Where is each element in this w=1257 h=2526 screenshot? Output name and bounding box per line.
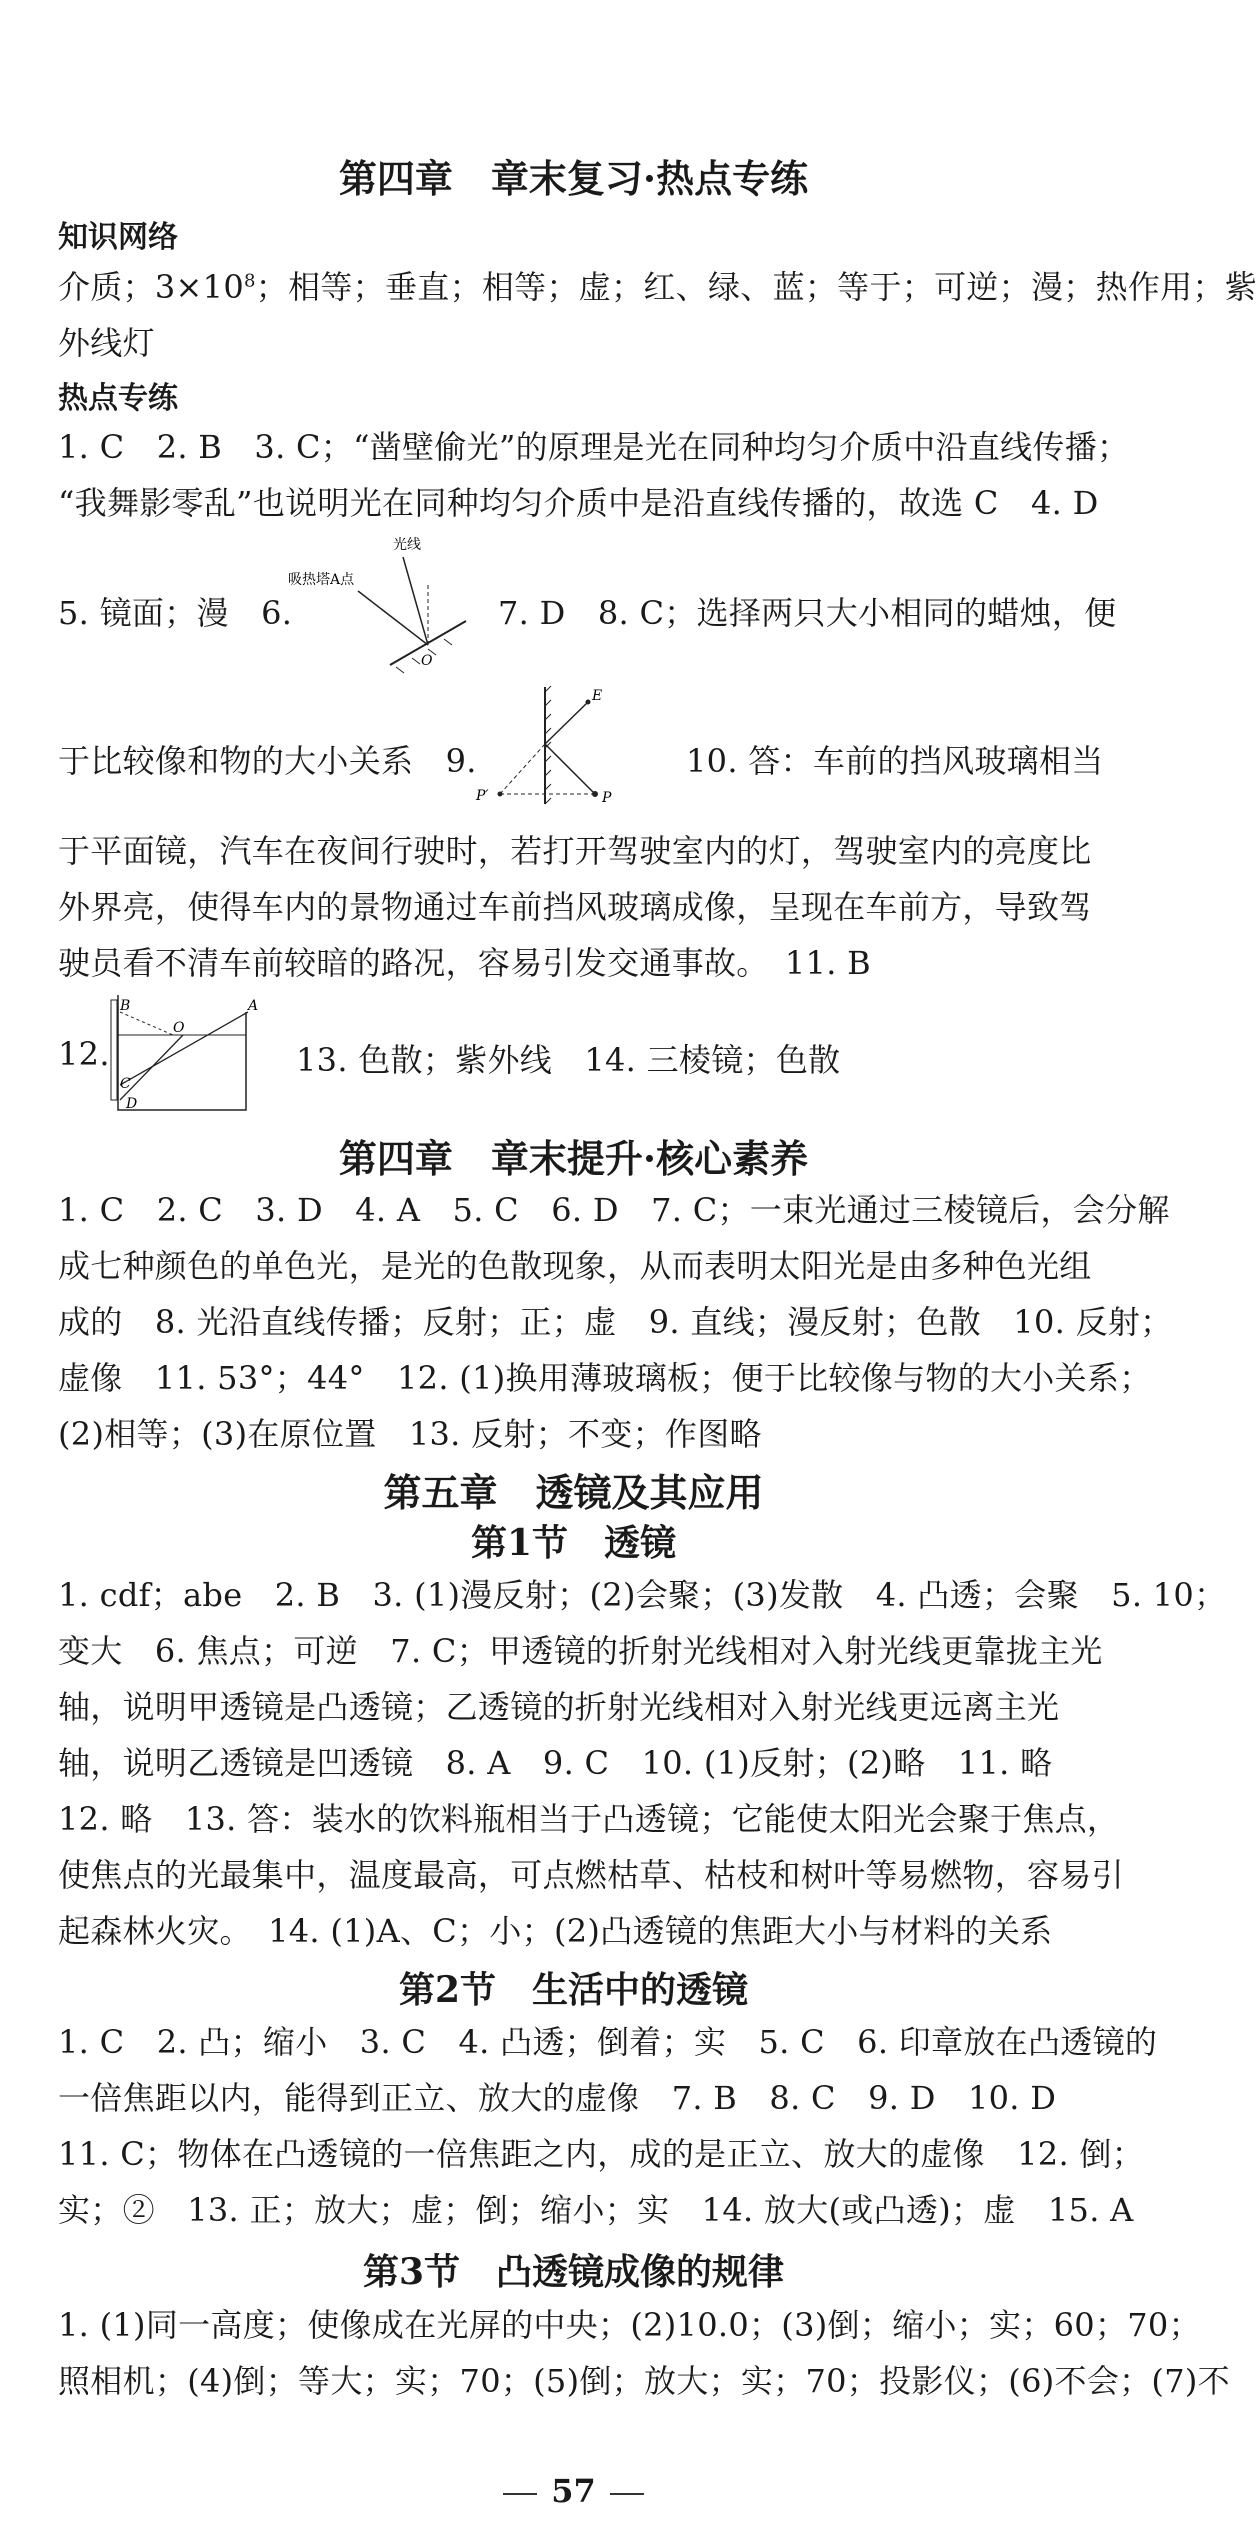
s2-line-4: 实；② 13. 正；放大；虚；倒；缩小；实 14. 放大(或凸透)；虚 15. A <box>58 2191 1134 2229</box>
fig6-light-label: 光线 <box>393 537 421 553</box>
hot-l4-right: 10. 答：车前的挡风玻璃相当 <box>686 742 1104 780</box>
fig12-b-label: B <box>120 998 131 1014</box>
s1-line-4: 轴，说明乙透镜是凹透镜 8. A 9. C 10. (1)反射；(2)略 11. 略 <box>58 1744 1053 1782</box>
fig6-o-label: O <box>421 653 433 669</box>
s1-line-3: 轴，说明甲透镜是凸透镜；乙透镜的折射光线相对入射光线更远离主光 <box>58 1688 1060 1726</box>
fig9-p-label: P <box>602 790 612 806</box>
fig12-c-label: C <box>120 1076 131 1092</box>
hot-l8-left: 12. <box>58 1035 110 1073</box>
knowledge-network-heading: 知识网络 <box>58 220 178 255</box>
hot-line-1: 1. C 2. B 3. C；“凿壁偷光”的原理是光在同种均匀介质中沿直线传播； <box>58 428 1130 466</box>
s1-line-2: 变大 6. 焦点；可逆 7. C；甲透镜的折射光线相对入射光线更靠拢主光 <box>58 1632 1103 1670</box>
kn-text-b: ；相等；垂直；相等；虚；红、绿、蓝；等于；可逆；漫；热作用；紫 <box>255 268 1257 306</box>
ch4-review-title: 第四章 章末复习·热点专练 <box>338 156 809 201</box>
hot-line-2: “我舞影零乱”也说明光在同种均匀介质中是沿直线传播的，故选 C 4. D <box>58 484 1099 522</box>
knowledge-line-2: 外线灯 <box>58 324 155 362</box>
sec1-title: 第1节 透镜 <box>470 1522 677 1564</box>
hot-practice-heading: 热点专练 <box>58 381 178 416</box>
fig12-container <box>118 995 246 1110</box>
fig9-incident-ray <box>545 744 595 794</box>
hot-l3-right: 7. D 8. C；选择两只大小相同的蜡烛，便 <box>498 594 1117 632</box>
fig12-a-label: A <box>248 998 259 1014</box>
hot-line-5: 于平面镜，汽车在夜间行驶时，若打开驾驶室内的灯，驾驶室内的亮度比 <box>58 832 1092 870</box>
fig12-d-label: D <box>126 1096 138 1112</box>
fig6-reflected-ray <box>358 591 428 645</box>
s3-line-1: 1. (1)同一高度；使像成在光屏的中央；(2)10.0；(3)倒；缩小；实；60；70； <box>58 2306 1201 2344</box>
fig6-tower-label: 吸热塔A点 <box>288 572 355 588</box>
sec2-title: 第2节 生活中的透镜 <box>398 1969 749 2011</box>
hot-l4-left: 于比较像和物的大小关系 9. <box>58 742 477 780</box>
s1-line-5: 12. 略 13. 答：装水的饮料瓶相当于凸透镜；它能使太阳光会聚于焦点， <box>58 1800 1120 1838</box>
improve-line-4: 虚像 11. 53°；44° 12. (1)换用薄玻璃板；便于比较像与物的大小关系； <box>58 1359 1152 1397</box>
improve-line-5: (2)相等；(3)在原位置 13. 反射；不变；作图略 <box>58 1415 762 1453</box>
fig9-e-label: E <box>592 688 603 704</box>
hot-l8-right: 13. 色散；紫外线 14. 三棱镜；色散 <box>296 1041 841 1079</box>
hot-line-3 <box>58 588 1117 634</box>
figure-12-container <box>98 990 258 1115</box>
kn-exponent: 8 <box>244 270 256 292</box>
sec3-title: 第3节 凸透镜成像的规律 <box>362 2251 785 2293</box>
fig12-ruler <box>111 1000 117 1100</box>
figure-9-mirror-image <box>470 682 630 812</box>
s3-line-2: 照相机；(4)倒；等大；实；70；(5)倒；放大；实；70；投影仪；(6)不会；(7)不 <box>58 2362 1230 2400</box>
hot-line-7: 驶员看不清车前较暗的路况，容易引发交通事故。 11. B <box>58 944 871 982</box>
s2-line-2: 一倍焦距以内，能得到正立、放大的虚像 7. B 8. C 9. D 10. D <box>58 2079 1057 2117</box>
knowledge-line-1 <box>58 262 1257 308</box>
improve-line-2: 成七种颜色的单色光，是光的色散现象，从而表明太阳光是由多种色光组 <box>58 1247 1092 1285</box>
hot-line-6: 外界亮，使得车内的景物通过车前挡风玻璃成像，呈现在车前方，导致驾 <box>58 888 1092 926</box>
fig12-o-label: O <box>173 1020 185 1036</box>
figure-6-reflection <box>278 535 478 670</box>
ch5-title: 第五章 透镜及其应用 <box>383 1470 764 1515</box>
s1-line-1: 1. cdf；abe 2. B 3. (1)漫反射；(2)会聚；(3)发散 4. 凸透；会聚 5. 10； <box>58 1576 1227 1614</box>
fig9-reflected-ray <box>545 702 588 744</box>
s1-line-7: 起森林火灾。 14. (1)A、C；小；(2)凸透镜的焦距大小与材料的关系 <box>58 1912 1053 1950</box>
s2-line-1: 1. C 2. 凸；缩小 3. C 4. 凸透；倒着；实 5. C 6. 印章放在凸透镜的 <box>58 2023 1158 2061</box>
fig6-incident-ray <box>403 557 428 645</box>
ch4-improve-title: 第四章 章末提升·核心素养 <box>338 1136 809 1181</box>
improve-line-1: 1. C 2. C 3. D 4. A 5. C 6. D 7. C；一束光通过三棱镜后，会分解 <box>58 1191 1170 1229</box>
s2-line-3: 11. C；物体在凸透镜的一倍焦距之内，成的是正立、放大的虚像 12. 倒； <box>58 2135 1145 2173</box>
s1-line-6: 使焦点的光最集中，温度最高，可点燃枯草、枯枝和树叶等易燃物，容易引 <box>58 1856 1124 1894</box>
page-number <box>0 2472 1147 2510</box>
kn-text-a: 介质；3×10 <box>58 268 244 306</box>
fig9-pp-label: P′ <box>476 788 489 804</box>
hot-l3-left: 5. 镜面；漫 6. <box>58 594 293 632</box>
page-number-text: 57 <box>551 2472 596 2510</box>
improve-line-3: 成的 8. 光沿直线传播；反射；正；虚 9. 直线；漫反射；色散 10. 反射； <box>58 1303 1173 1341</box>
